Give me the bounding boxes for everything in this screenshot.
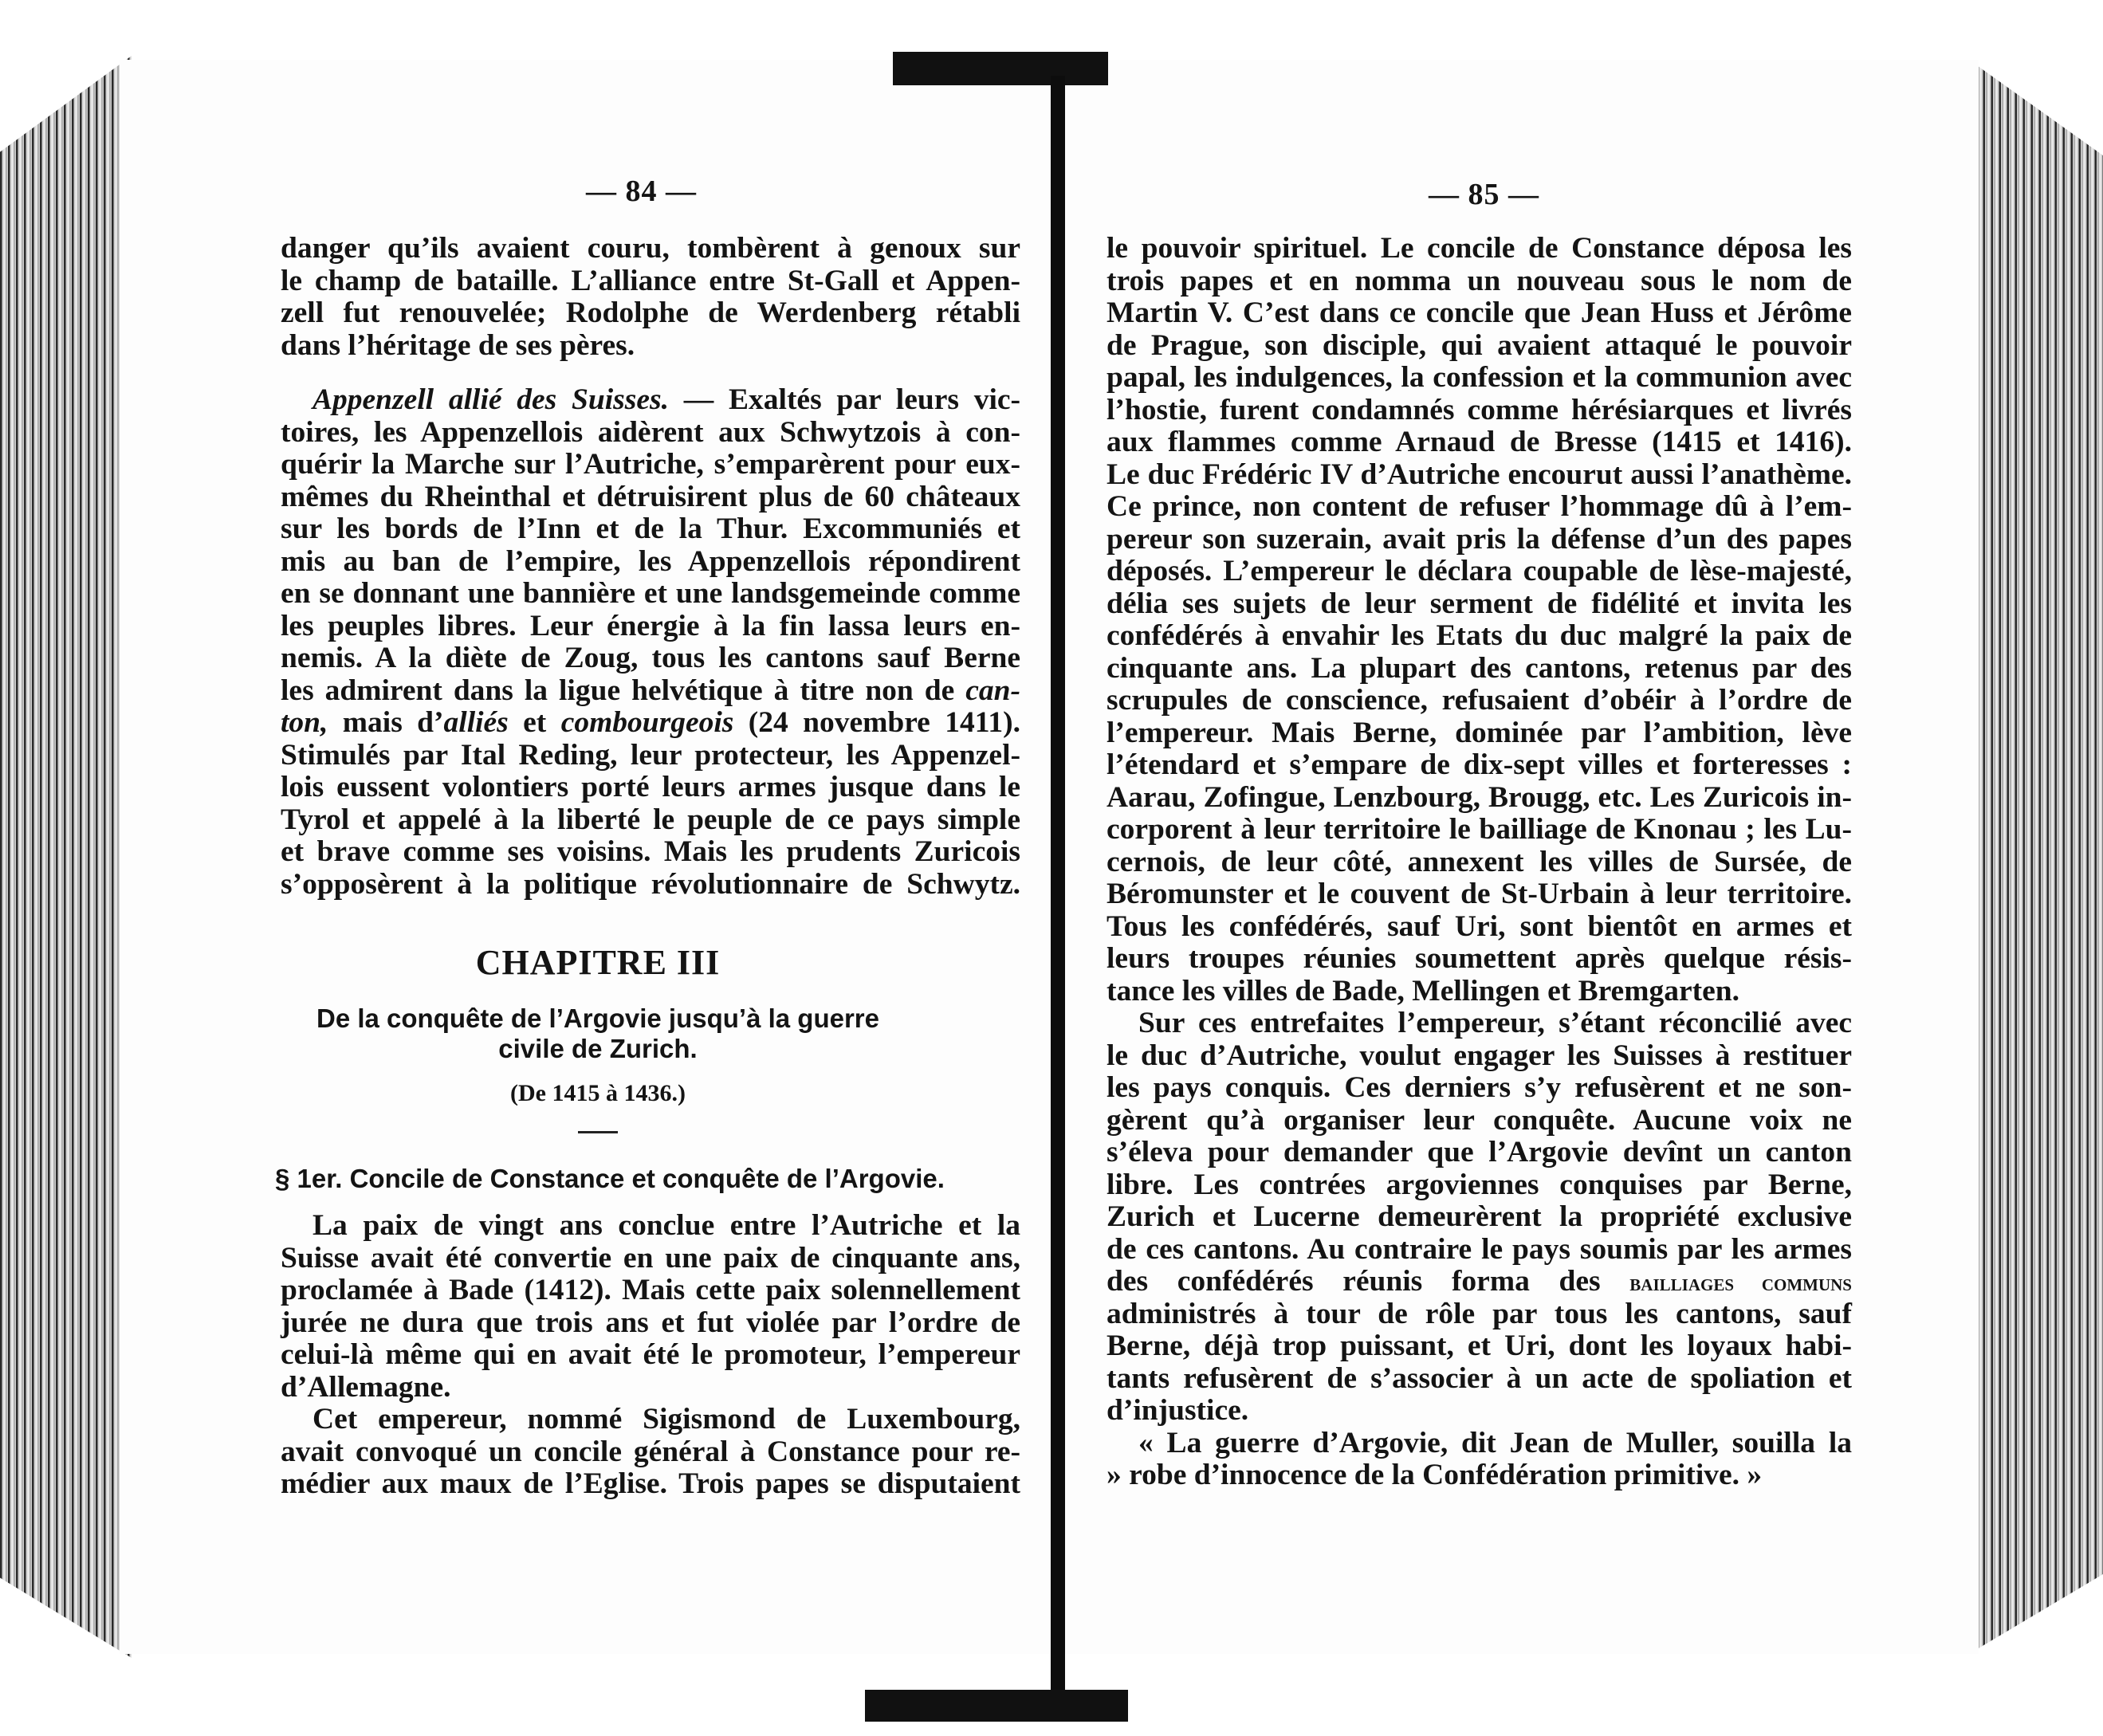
- text-line: La paix de vingt ans conclue entre l’Autriche et la: [313, 1209, 1020, 1242]
- text-line: Ce prince, non content de refuser l’hommage dû à l’em-: [1107, 490, 1852, 523]
- text-line: celui-là même qui en avait été le promoteur, l’empereur: [281, 1338, 1020, 1371]
- text-line: toires, les Appenzellois aidèrent aux Schwytzois à con-: [281, 415, 1020, 449]
- small-caps-term: bailliages communs: [1629, 1270, 1852, 1296]
- text-line: [1107, 1266, 1852, 1298]
- text-line: » robe d’innocence de la Confédération primitive. »: [1107, 1459, 1763, 1491]
- text-fragment: (24 novembre 1411).: [733, 706, 1020, 739]
- text-line: administrés à tour de rôle par tous les cantons, sauf: [1107, 1297, 1852, 1330]
- text-line: sur les bords de l’Inn et de la Thur. Excommuniés et: [281, 513, 1020, 545]
- section-heading: § 1er. Concile de Constance et conquête de l’Argovie.: [275, 1164, 945, 1193]
- text-line: cernois, de leur côté, annexent les villes de Sursée, de: [1107, 845, 1852, 878]
- text-line: Aarau, Zofingue, Lenzbourg, Brougg, etc. Les Zuricois in-: [1107, 780, 1852, 814]
- text-line: tance les villes de Bade, Mellingen et Bremgarten.: [1107, 974, 1739, 1007]
- page-number-right: — 85 —: [1429, 178, 1539, 211]
- text-line: [281, 675, 1020, 708]
- text-line: mêmes du Rheinthal et détruisirent plus de 60 châteaux: [281, 480, 1020, 513]
- text-line: pereur son suzerain, avait pris la défense d’un des papes: [1107, 522, 1852, 556]
- text-line: gèrent qu’à organiser leur conquête. Aucune voix ne: [1107, 1103, 1852, 1137]
- text-line: Béromunster et le couvent de St-Urbain à leur territoire.: [1107, 878, 1852, 910]
- text-line: [281, 707, 1020, 740]
- right-paragraph-1: [1107, 233, 1852, 1007]
- text-line: déposés. L’empereur le déclara coupable de lèse-majesté,: [1107, 555, 1852, 587]
- text-line: leurs troupes réunies soumettent après quelque résis-: [1107, 942, 1852, 975]
- right-page-edges: [1969, 60, 2103, 1654]
- text-line: tants refusèrent de s’associer à un acte de spoliation et: [1107, 1361, 1852, 1395]
- divider: [578, 1131, 618, 1133]
- text-fragment: ton,: [281, 706, 328, 739]
- chapter-subtitle: De la conquête de l’Argovie jusqu’à la guerre: [316, 1004, 880, 1033]
- text-line: confédérés à envahir les Etats du duc malgré la paix de: [1107, 619, 1852, 652]
- text-fragment: — Exaltés par leurs vic-: [668, 383, 1021, 416]
- text-line: scrupules de conscience, refusaient d’obéir à l’ordre de: [1107, 684, 1852, 717]
- text-line: « La guerre d’Argovie, dit Jean de Muller, souilla la: [1138, 1426, 1852, 1459]
- text-line: zell fut renouvelée; Rodolphe de Werdenberg rétabli: [281, 297, 1020, 329]
- left-column-bottom: [281, 1210, 1020, 1501]
- text-line: papal, les indulgences, la confession et la communion avec: [1107, 361, 1852, 394]
- text-line: Suisse avait été convertie en une paix de cinquante ans,: [281, 1241, 1020, 1275]
- text-line: d’injustice.: [1107, 1394, 1249, 1427]
- text-line: [281, 384, 1020, 417]
- chapter-title: CHAPITRE III: [475, 943, 721, 982]
- text-line: Tyrol et appelé à la liberté le peuple de ce pays simple: [281, 803, 1020, 836]
- text-line: d’Allemagne.: [281, 1370, 451, 1404]
- left-paragraph-2: [281, 384, 1020, 901]
- text-line: les peuples libres. Leur énergie à la fin lassa leurs en-: [281, 609, 1020, 642]
- chapter-dates: (De 1415 à 1436.): [510, 1080, 686, 1106]
- text-line: cinquante ans. La plupart des cantons, retenus par des: [1107, 651, 1852, 685]
- text-line: Berne, déjà trop puissant, et Uri, dont les loyaux habi-: [1107, 1329, 1852, 1362]
- left-paragraph-3: [281, 1210, 1020, 1404]
- top-gutter-tab: [893, 52, 1108, 85]
- text-line: de Prague, son disciple, qui avaient attaqué le pouvoir: [1107, 328, 1852, 362]
- text-line: Stimulés par Ital Reding, leur protecteur, les Appenzel-: [281, 738, 1020, 772]
- text-line: de ces cantons. Au contraire le pays soumis par les armes: [1107, 1232, 1852, 1266]
- text-line: Le duc Frédéric IV d’Autriche encourut aussi l’anathème.: [1107, 458, 1852, 491]
- page-number-left: — 84 —: [586, 175, 697, 208]
- text-fragment: les admirent dans la ligue helvétique à titre non de: [281, 674, 955, 707]
- left-paragraph-1: [281, 233, 1020, 362]
- text-line: Martin V. C’est dans ce concile que Jean Huss et Jérôme: [1107, 297, 1852, 329]
- text-line: Tous les confédérés, sauf Uri, sont bientôt en armes et: [1107, 909, 1852, 943]
- chapter-heading: [295, 942, 901, 1133]
- text-line: médier aux maux de l’Eglise. Trois papes se disputaient: [281, 1467, 1020, 1500]
- text-line: mis au ban de l’empire, les Appenzellois répondirent: [281, 544, 1020, 578]
- text-line: quérir la Marche sur l’Autriche, s’emparèrent pour eux-: [281, 448, 1020, 481]
- text-line: trois papes et en nomma un nouveau sous le nom de: [1107, 264, 1852, 297]
- text-line: le champ de bataille. L’alliance entre St-Gall et Appen-: [281, 264, 1020, 297]
- text-line: l’hostie, furent condamnés comme hérésiarques et livrés: [1107, 393, 1852, 426]
- text-line: le duc d’Autriche, voulut engager les Suisses à restituer: [1107, 1039, 1852, 1072]
- text-line: l’empereur. Mais Berne, dominée par l’ambition, lève: [1107, 716, 1852, 749]
- text-fragment: can-: [965, 674, 1020, 707]
- text-line: le pouvoir spirituel. Le concile de Constance déposa les: [1107, 232, 1852, 265]
- right-column: [1107, 233, 1852, 1492]
- text-fragment: alliés: [443, 706, 509, 739]
- text-line: les pays conquis. Ces derniers s’y refusèrent et ne son-: [1107, 1071, 1852, 1104]
- text-line: Cet empereur, nommé Sigismond de Luxembourg,: [313, 1403, 1020, 1436]
- text-fragment: mais d’: [328, 706, 444, 739]
- paragraph-lead: Appenzell allié des Suisses.: [313, 383, 669, 416]
- text-fragment: combourgeois: [560, 706, 734, 739]
- text-line: libre. Les contrées argoviennes conquises par Berne,: [1107, 1168, 1852, 1201]
- text-line: nemis. A la diète de Zoug, tous les cantons sauf Berne: [281, 642, 1020, 674]
- bottom-gutter-tab: [865, 1690, 1128, 1722]
- text-line: Zurich et Lucerne demeurèrent la propriété exclusive: [1107, 1200, 1852, 1233]
- text-line: corporent à leur territoire le bailliage de Knonau ; les Lu-: [1107, 813, 1852, 846]
- gutter: [1051, 76, 1065, 1702]
- text-line: s’éleva pour demander que l’Argovie devînt un canton: [1107, 1136, 1852, 1168]
- text-line: l’étendard et s’empare de dix-sept villes et forteresses :: [1107, 748, 1852, 781]
- text-line: dans l’héritage de ses pères.: [281, 328, 635, 362]
- chapter-subtitle: civile de Zurich.: [498, 1034, 698, 1063]
- text-line: délia ses sujets de leur serment de fidélité et invita les: [1107, 587, 1852, 620]
- text-fragment: et: [508, 706, 561, 739]
- text-line: lois eussent volontiers porté leurs armes jusque dans le: [281, 771, 1020, 803]
- left-paragraph-4: [281, 1404, 1020, 1501]
- text-line: et brave comme ses voisins. Mais les prudents Zuricois: [281, 835, 1020, 868]
- text-line: s’opposèrent à la politique révolutionnaire de Schwytz.: [281, 867, 1020, 901]
- right-paragraph-3: [1107, 1428, 1852, 1492]
- text-line: en se donnant une bannière et une landsgemeinde comme: [281, 577, 1020, 610]
- text-fragment: des confédérés réunis forma des: [1107, 1265, 1630, 1298]
- text-line: aux flammes comme Arnaud de Bresse (1415 et 1416).: [1107, 426, 1852, 458]
- right-paragraph-2: [1107, 1007, 1852, 1428]
- text-line: proclamée à Bade (1412). Mais cette paix solennellement: [281, 1274, 1020, 1306]
- left-page-edges: [0, 56, 132, 1658]
- left-column-top: [281, 233, 1020, 901]
- text-line: jurée ne dura que trois ans et fut violée par l’ordre de: [281, 1306, 1020, 1339]
- text-line: avait convoqué un concile général à Constance pour re-: [281, 1435, 1020, 1468]
- text-line: danger qu’ils avaient couru, tombèrent à genoux sur: [281, 232, 1020, 265]
- text-line: Sur ces entrefaites l’empereur, s’étant réconcilié avec: [1138, 1007, 1852, 1039]
